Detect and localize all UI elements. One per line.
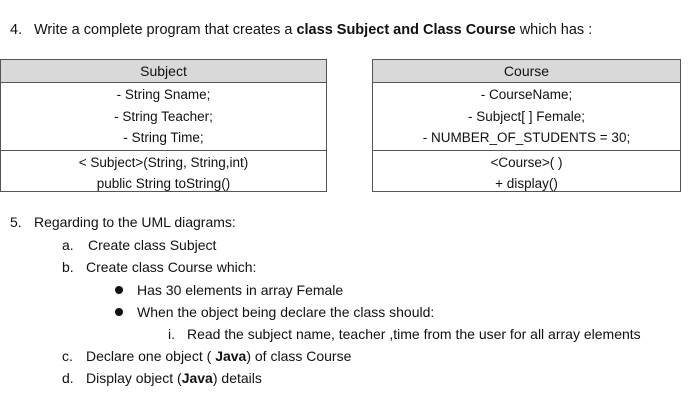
item-d-text-end: ) details (212, 370, 262, 386)
item-i (168, 326, 641, 342)
item-i-label: i. (168, 326, 175, 342)
item-d-label: d. (62, 370, 74, 386)
uml-course-name: Course (373, 60, 680, 83)
bullet-dot-icon (115, 286, 123, 294)
uml-subject-attr: - String Time; (123, 130, 204, 145)
uml-course-attr: - Subject[ ] Female; (467, 108, 586, 124)
item-i-text: Read the subject name, teacher ,time from the user for all array elements (187, 326, 641, 342)
uml-course-attributes (373, 83, 680, 151)
question-4-number: 4. (10, 22, 23, 38)
uml-subject-attributes (1, 83, 326, 151)
item-d-bold: Java (181, 370, 213, 386)
question-4-text-end: which has : (515, 22, 593, 38)
uml-subject-op: public String toString() (96, 176, 231, 191)
bullet-item (115, 304, 434, 320)
item-a (62, 237, 216, 253)
bullet-text: When the object being declare the class should: (137, 304, 435, 320)
uml-subject-class (0, 59, 327, 192)
bullet-dot-icon (115, 308, 123, 316)
question-4-bold: class Subject and Class Course (296, 22, 516, 38)
bullet-item (115, 282, 343, 298)
item-c-text-end: ) of class Course (246, 348, 352, 364)
uml-subject-operations (1, 151, 326, 195)
uml-course-class (372, 59, 681, 192)
bullet-text: Has 30 elements in array Female (137, 282, 344, 298)
item-d (62, 370, 262, 386)
question-4 (10, 22, 592, 38)
uml-course-op: <Course>( ) (490, 154, 563, 170)
item-c-text: Declare one object ( (86, 348, 216, 364)
item-a-text: Create class Subject (88, 237, 217, 253)
uml-course-attr: - NUMBER_OF_STUDENTS = 30; (422, 130, 631, 145)
item-b (62, 259, 256, 275)
item-c-bold: Java (215, 348, 247, 364)
uml-subject-name: Subject (1, 60, 326, 83)
question-4-text: Write a complete program that creates a (34, 22, 297, 38)
uml-course-attr: - CourseName; (480, 87, 573, 102)
uml-subject-attr: - String Sname; (116, 87, 211, 102)
item-d-text: Display object ( (86, 370, 182, 386)
uml-course-operations (373, 151, 680, 195)
item-a-label: a. (62, 237, 74, 253)
uml-course-op: + display() (495, 176, 558, 191)
item-c-label: c. (62, 348, 73, 364)
item-c (62, 348, 351, 364)
item-b-text: Create class Course which: (86, 259, 257, 275)
question-5-text: Regarding to the UML diagrams: (34, 214, 236, 230)
question-5 (10, 214, 236, 230)
question-5-number: 5. (10, 214, 22, 230)
item-b-label: b. (62, 259, 74, 275)
uml-subject-attr: - String Teacher; (114, 108, 213, 124)
uml-subject-op: < Subject>(String, String,int) (78, 154, 249, 170)
